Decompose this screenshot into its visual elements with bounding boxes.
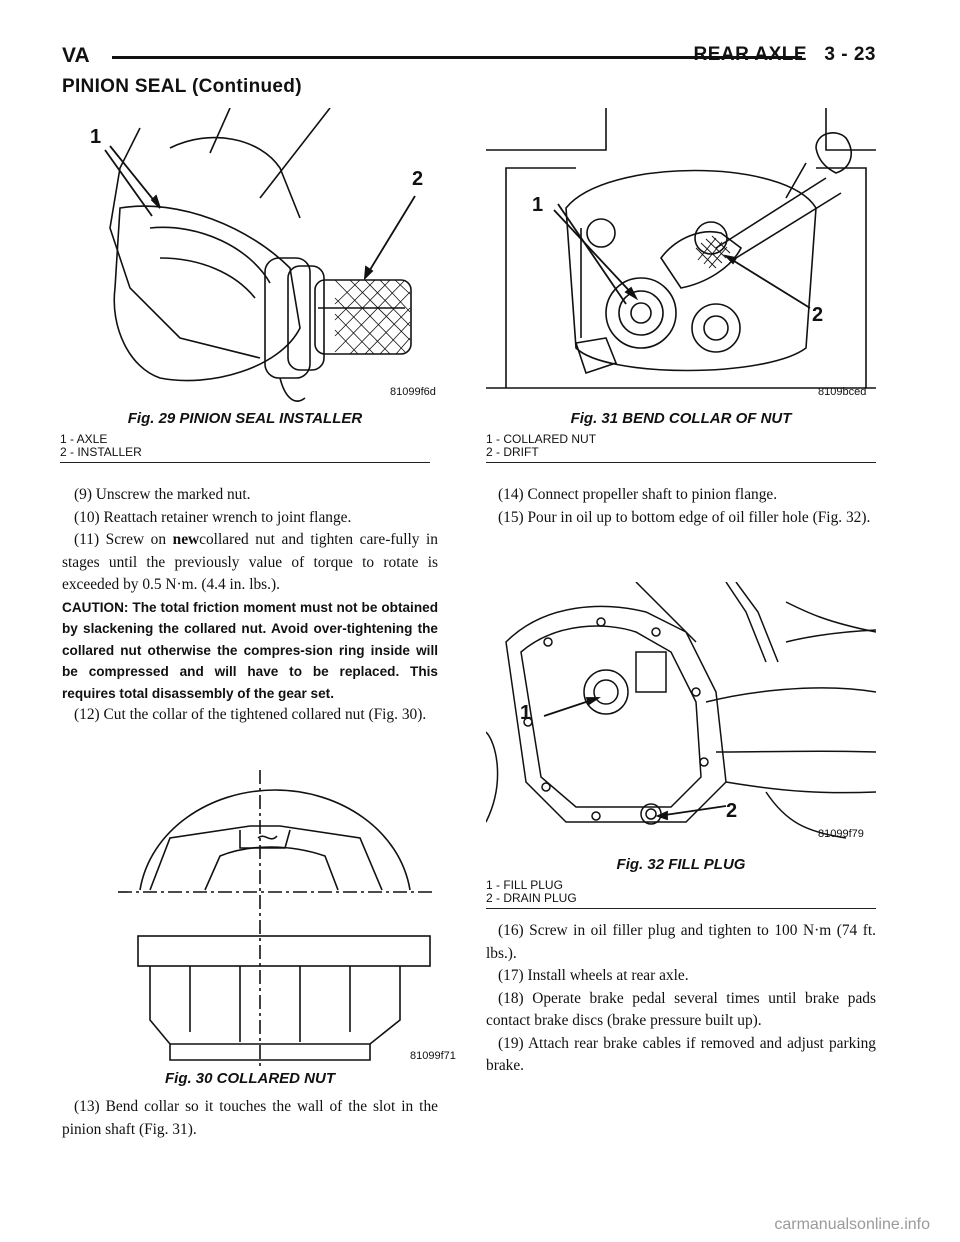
step-17: (17) Install wheels at rear axle. [498,967,689,984]
fig30-caption: Fig. 30 COLLARED NUT [164,1070,335,1087]
step-18: (18) Operate brake pedal several times until brake pads contact brake discs (brake pressure built up). [486,989,876,1029]
fig31-code: 8109bced [818,386,867,398]
step-16: (16) Screw in oil filler plug and tighten to 100 N·m (74 ft. lbs.). [486,922,876,962]
step-11-start: (11) Screw on [74,531,173,548]
fig31-legend-1: 1 - COLLARED NUT [486,432,597,446]
fig32-caption: Fig. 32 FILL PLUG [616,856,746,873]
caution-note: CAUTION: The total friction moment must not be obtained by slackening the collared nut. Avoid over-tightening the collared nut otherwise the compres-sion ring inside will be compressed and will have to be replaced. This requires total disassembly of the gear set. [62,599,438,701]
step-11-rest: collared nut and tighten care-fully in stages until the previously value of torque to rotate is exceeded by 0.5 N·m. (4.4 in. lbs.). [62,531,438,593]
right-column-top [486,484,876,529]
fig29-code: 81099f6d [390,386,436,398]
pinion-seal-installer-illustration [60,108,430,410]
fig31-rule [486,462,876,463]
step-13: (13) Bend collar so it touches the wall of the slot in the pinion shaft (Fig. 31). [62,1098,438,1138]
figure-30 [110,770,456,1087]
step-11-new: new [172,531,200,548]
fig29-callout-2: 2 [412,168,424,190]
step-14: (14) Connect propeller shaft to pinion flange. [498,486,778,503]
fig32-legend-2: 2 - DRAIN PLUG [486,891,577,905]
fig29-legend-1: 1 - AXLE [60,432,108,446]
fig31-legend [486,433,876,459]
figure-32 [486,582,876,909]
header-right: REAR AXLE 3 - 23 [693,44,876,65]
step-9: (9) Unscrew the marked nut. [74,486,251,503]
fig31-callout-1: 1 [532,194,544,216]
fig30-code: 81099f71 [410,1050,456,1062]
fig29-legend [60,433,430,459]
fig32-legend-1: 1 - FILL PLUG [486,878,563,892]
fig29-rule [60,462,430,463]
left-column-bottom [62,1096,438,1141]
fill-plug-illustration [486,582,876,844]
section-title: PINION SEAL (Continued) [62,76,302,97]
step-19: (19) Attach rear brake cables if removed and adjust parking brake. [486,1034,876,1074]
fig29-caption: Fig. 29 PINION SEAL INSTALLER [127,410,363,427]
bend-collar-illustration [486,108,876,410]
fig32-rule [486,908,876,909]
fig32-callout-2: 2 [726,800,738,822]
watermark[interactable]: carmanualsonline.info [774,1216,930,1233]
figure-31 [486,108,876,463]
fig32-code: 81099f79 [818,828,864,840]
fig29-legend-2: 2 - INSTALLER [60,445,142,459]
fig31-callout-2: 2 [812,304,824,326]
step-12: (12) Cut the collar of the tightened collared nut (Fig. 30). [74,706,427,723]
step-15: (15) Pour in oil up to bottom edge of oil filler hole (Fig. 32). [498,508,871,526]
right-column-bottom [486,920,876,1078]
collared-nut-illustration [110,770,440,1070]
fig32-callout-1: 1 [520,702,532,724]
fig31-legend-2: 2 - DRIFT [486,445,539,459]
left-column [62,484,438,727]
fig32-legend [486,879,876,905]
step-10: (10) Reattach retainer wrench to joint flange. [74,508,352,526]
step-11 [62,529,438,597]
header-left: VA [62,44,90,67]
fig29-callout-1: 1 [90,126,102,148]
fig31-caption: Fig. 31 BEND COLLAR OF NUT [570,410,792,427]
figure-29 [60,108,436,463]
